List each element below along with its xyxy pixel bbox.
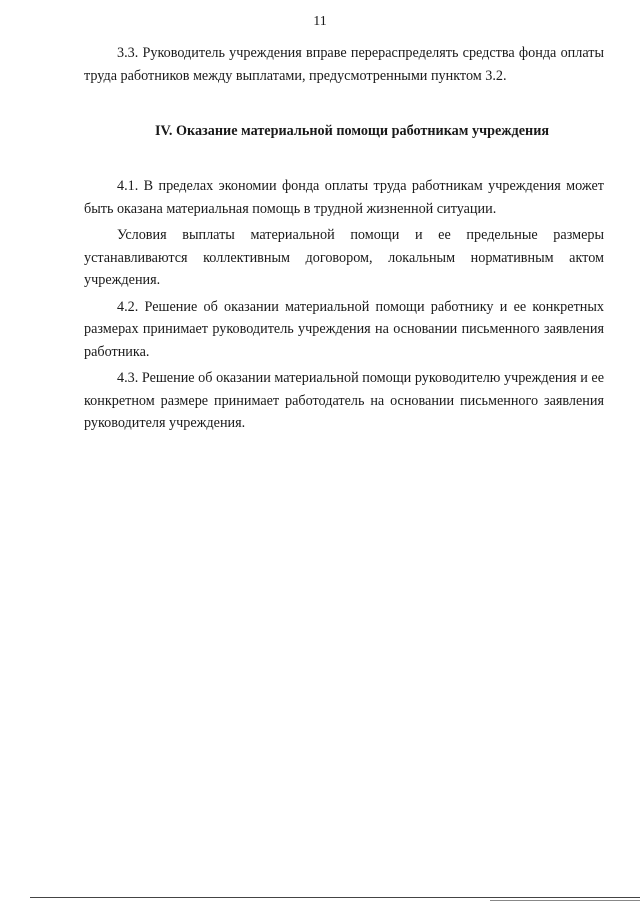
page-bottom-rule-secondary <box>490 900 640 901</box>
paragraph-4-3: 4.3. Решение об оказании материальной помощи руководителю учреждения и ее конкретном размере принимает работодатель на основании письменного заявления руководителя учреждения. <box>84 370 604 431</box>
spacer <box>84 142 604 175</box>
page-bottom-rule <box>30 897 640 898</box>
spacer <box>84 87 604 120</box>
section-title: IV. Оказание материальной помощи работникам учреждения <box>154 123 550 139</box>
paragraph-3-3: 3.3. Руководитель учреждения вправе перераспределять средства фонда оплаты труда работников между выплатами, предусмотренными пунктом 3.2. <box>84 45 604 84</box>
paragraph-4-1: 4.1. В пределах экономии фонда оплаты труда работникам учреждения может быть оказана материальная помощь в трудной жизненной ситуации. <box>84 178 604 217</box>
page-number: 11 <box>313 14 327 29</box>
document-body <box>84 42 604 435</box>
paragraph-4-1-conditions: Условия выплаты материальной помощи и ее предельные размеры устанавливаются коллективным договором, локальным нормативным актом учреждения. <box>84 227 604 288</box>
paragraph-4-2: 4.2. Решение об оказании материальной помощи работнику и ее конкретных размерах принимает руководитель учреждения на основании письменного заявления работника. <box>84 298 604 360</box>
